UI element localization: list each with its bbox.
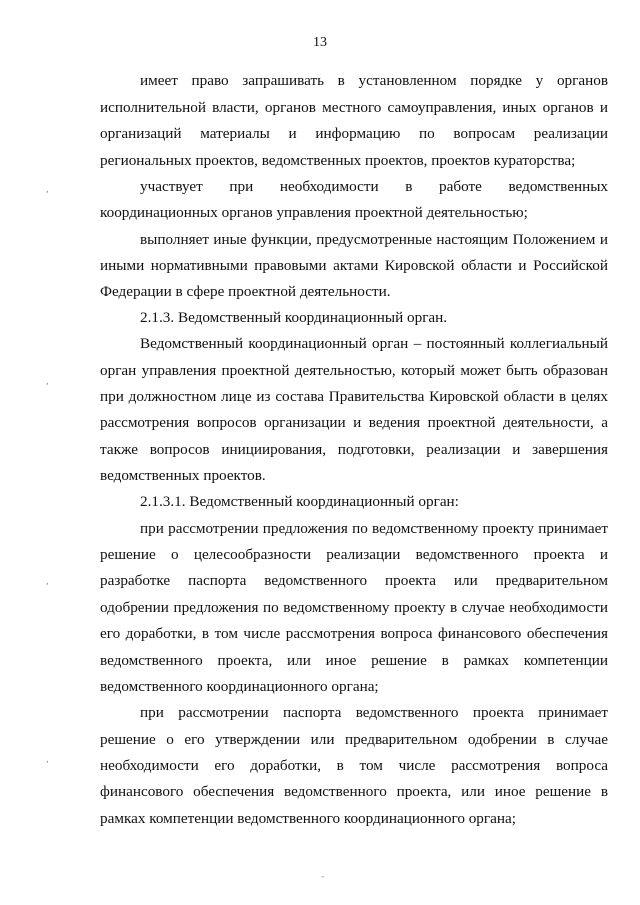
document-body <box>100 68 608 832</box>
scan-speck: , <box>46 577 49 587</box>
page-number: 13 <box>313 35 327 50</box>
paragraph-request-right: имеет право запрашивать в установленном порядке у органов исполнительной власти, органов местного самоуправления, иных органов и организаций материалы и информацию по вопросам реализации региональных проектов, ведомственных проектов, проектов кураторства; <box>100 72 608 169</box>
section-heading-2-1-3-1: 2.1.3.1. Ведомственный координационный орган: <box>140 493 459 511</box>
section-heading-2-1-3: 2.1.3. Ведомственный координационный орган. <box>140 309 448 327</box>
scan-speck: , <box>46 755 49 765</box>
paragraph-proposal-review: при рассмотрении предложения по ведомственному проекту принимает решение о целесообразности реализации ведомственного проекта и разработке паспорта ведомственного проекта или предварительном одобрении предложения по ведомственному проекту в случае необходимости его доработки, в том числе рассмотрения вопроса финансового обеспечения ведомственного проекта, или иное решение в рамках компетенции ведомственного координационного органа; <box>100 519 608 695</box>
paragraph-participation: участвует при необходимости в работе ведомственных координационных органов управления проектной деятельностью; <box>100 178 608 222</box>
paragraph-other-functions: выполняет иные функции, предусмотренные настоящим Положением и иными нормативными правовыми актами Кировской области и Российской Федерации в сфере проектной деятельности. <box>100 230 608 301</box>
scan-speck: - <box>321 872 325 882</box>
scan-speck: , <box>46 377 49 387</box>
paragraph-definition: Ведомственный координационный орган – постоянный коллегиальный орган управления проектной деятельностью, который может быть образован при должностном лице из состава Правительства Кировской области в целях рассмотрения вопросов организации и ведения проектной деятельности, а также вопросов инициирования, подготовки, реализации и завершения ведомственных проектов. <box>100 335 608 484</box>
scan-speck: , <box>46 185 49 195</box>
paragraph-passport-review: при рассмотрении паспорта ведомственного проекта принимает решение о его утверждении или предварительном одобрении в случае необходимости его доработки, в том числе рассмотрения вопроса финансового обеспечения ведомственного проекта, или иное решение в рамках компетенции ведомственного координационного органа; <box>100 704 608 827</box>
